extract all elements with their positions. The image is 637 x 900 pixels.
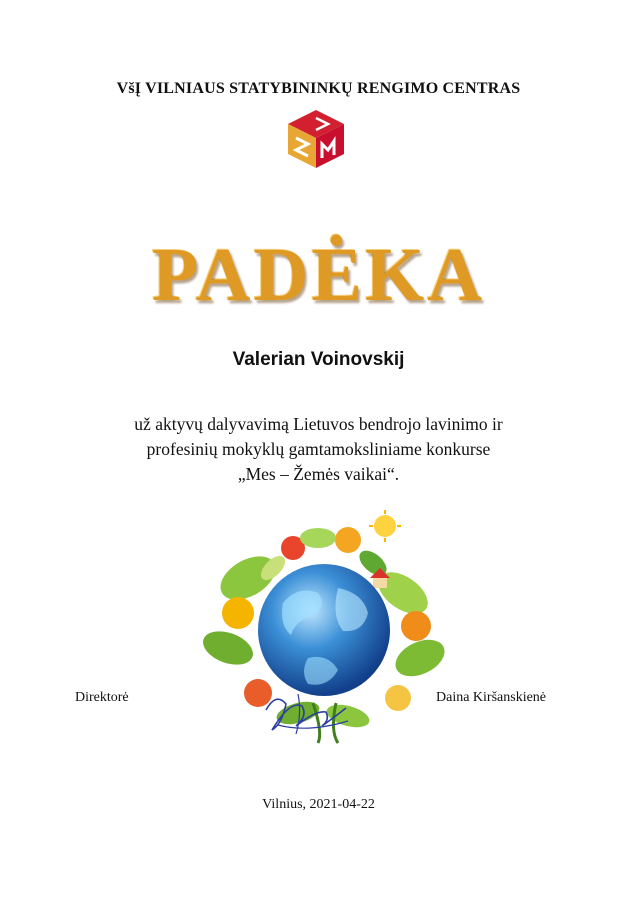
vsrc-cube-logo-icon	[286, 108, 346, 170]
signer-name: Daina Kiršanskienė	[436, 690, 547, 705]
body-line-3: „Mes – Žemės vaikai“.	[237, 464, 400, 484]
organization-name: VšĮ VILNIAUS STATYBININKŲ RENGIMO CENTRAS	[116, 80, 521, 97]
handwritten-signature	[258, 680, 368, 742]
place-and-date: Vilnius, 2021-04-22	[262, 797, 375, 812]
body-line-1: už aktyvų dalyvavimą Lietuvos bendrojo lavinimo ir	[134, 414, 503, 434]
document-title: PADĖKA	[151, 233, 486, 317]
recipient-name: Valerian Voinovskij	[232, 349, 405, 370]
signer-role: Direktorė	[75, 690, 129, 705]
body-line-2: profesinių mokyklų gamtamoksliniame konkurse	[146, 439, 491, 459]
body-text	[0, 412, 637, 487]
